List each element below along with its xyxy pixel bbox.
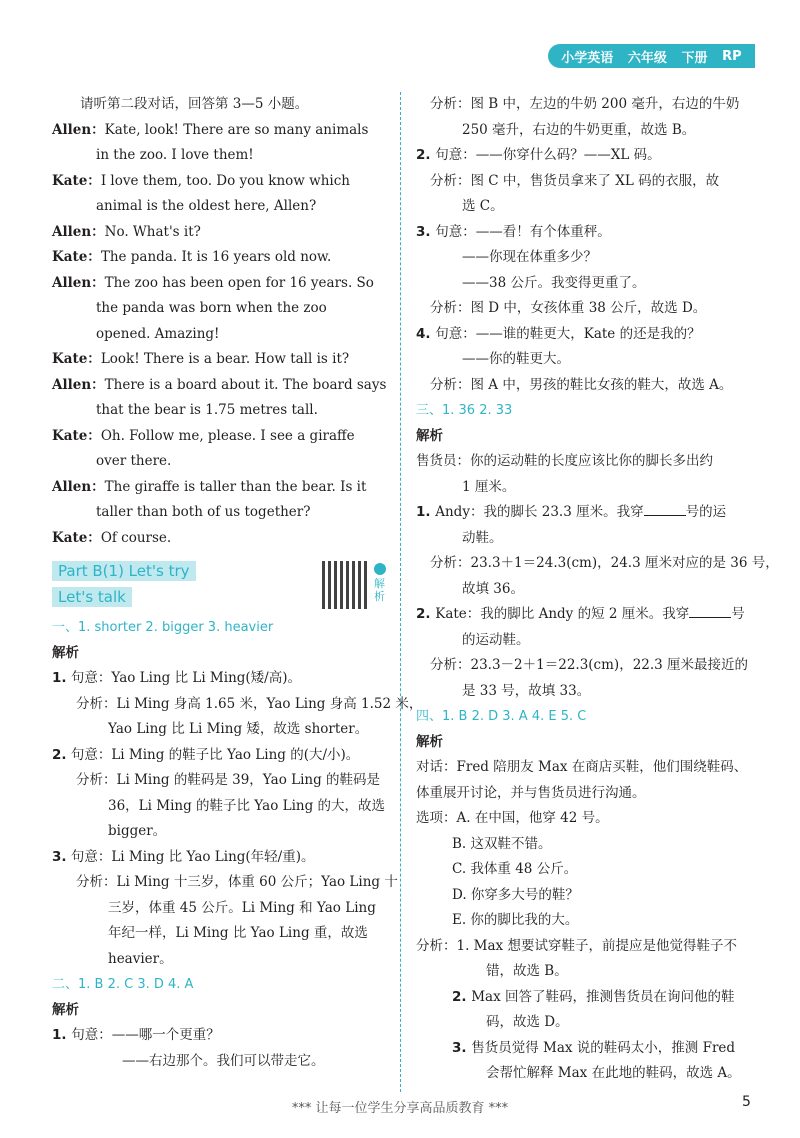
dialog-text: opened. Amazing! bbox=[96, 325, 220, 342]
speaker: Kate： bbox=[52, 172, 101, 189]
analysis-text: 分析：Li Ming 的鞋码是 39，Yao Ling 的鞋码是 bbox=[76, 772, 381, 788]
analysis-text: 分析：Li Ming 身高 1.65 米，Yao Ling 身高 1.52 米， bbox=[76, 695, 423, 712]
q3: 句意：——看！有个体重秤。 bbox=[435, 223, 611, 240]
speaker: Allen： bbox=[52, 376, 105, 393]
s3q1e: 故填 36。 bbox=[462, 580, 524, 597]
grade: 六年级 bbox=[627, 50, 667, 66]
dialog-text: in the zoo. I love them! bbox=[96, 147, 254, 163]
q3d: 分析：图 D 中，女孩体重 38 公斤，故选 D。 bbox=[430, 300, 707, 316]
r2: 250 毫升，右边的牛奶更重，故选 B。 bbox=[462, 121, 696, 138]
analysis-line bbox=[52, 794, 390, 820]
answer-blank bbox=[644, 501, 686, 516]
dialog-line bbox=[52, 475, 390, 501]
s4B: B. 这双鞋不错。 bbox=[452, 835, 552, 852]
dialog-text: The giraffe is taller than the bear. Is it bbox=[104, 478, 367, 495]
s4opt: 选项：A. 在中国，他穿 42 号。 bbox=[416, 810, 609, 826]
header-tag bbox=[548, 44, 755, 68]
qr-code[interactable] bbox=[322, 561, 370, 609]
s3q2b: 号 bbox=[731, 606, 745, 622]
column-divider bbox=[400, 92, 401, 1092]
dialog-line bbox=[52, 347, 390, 373]
dialog-text: Kate, look! There are so many animals bbox=[104, 121, 369, 138]
item-number: 2. bbox=[52, 746, 67, 763]
analysis-text: 句意：Li Ming 的鞋子比 Yao Ling 的(大/小)。 bbox=[70, 746, 360, 763]
dialog-line bbox=[52, 271, 390, 297]
s4a: 对话：Fred 陪朋友 Max 在商店买鞋，他们围绕鞋码、 bbox=[416, 759, 748, 775]
s4an1b: 错，故选 B。 bbox=[486, 963, 568, 979]
dialog-line bbox=[52, 373, 390, 399]
answer-blank-2 bbox=[689, 603, 731, 618]
s4an2a: Max 回答了鞋码，推测售货员在询问他的鞋 bbox=[471, 988, 735, 1005]
q3c: ——38 公斤。我变得更重了。 bbox=[462, 274, 646, 291]
item-number: 1. bbox=[52, 670, 67, 686]
dialog-text: I love them, too. Do you know which bbox=[100, 172, 350, 189]
dialog-text: Of course. bbox=[100, 529, 172, 546]
s3q2e: 是 33 号，故填 33。 bbox=[462, 682, 591, 699]
s3b: 1 厘米。 bbox=[462, 478, 516, 495]
s4an3b: 会帮忙解释 Max 在此地的鞋码，故选 A。 bbox=[486, 1065, 741, 1081]
section4-answer: 四、1. B 2. D 3. A 4. E 5. C bbox=[416, 709, 587, 724]
speaker: Allen： bbox=[52, 478, 105, 495]
analysis-line bbox=[52, 896, 390, 922]
dialog-text: Oh. Follow me, please. I see a giraffe bbox=[100, 427, 355, 444]
item-number: 3. bbox=[52, 848, 67, 865]
s4an1a: 分析：1. Max 想要试穿鞋子，前提应是他觉得鞋子不 bbox=[416, 937, 737, 954]
dialog-line bbox=[52, 296, 390, 322]
dialog-line bbox=[52, 449, 390, 475]
analysis-text: 句意：Li Ming 比 Yao Ling(年轻/重)。 bbox=[70, 848, 315, 865]
dialog-text: The zoo has been open for 16 years. So bbox=[104, 274, 374, 291]
edition: RP bbox=[722, 48, 742, 64]
intro: 请听第二段对话，回答第 3—5 小题。 bbox=[80, 96, 309, 112]
jiexi-label-4: 解析 bbox=[416, 733, 443, 750]
analysis-line bbox=[52, 768, 390, 794]
speaker: Allen： bbox=[52, 121, 105, 138]
dialog-text: The panda. It is 16 years old now. bbox=[100, 249, 332, 265]
dialog-line bbox=[52, 245, 390, 271]
s3q2a: Kate：我的脚比 Andy 的短 2 厘米。我穿 bbox=[435, 606, 690, 622]
dialog-text: Look! There is a bear. How tall is it? bbox=[100, 351, 350, 367]
s3a: 售货员：你的运动鞋的长度应该比你的脚长多出约 bbox=[416, 453, 713, 469]
part-title: Part B(1) Let's try bbox=[52, 561, 196, 581]
dialog-line bbox=[52, 398, 390, 424]
qr-label: 解析 bbox=[374, 577, 385, 603]
s4D: D. 你穿多大号的鞋？ bbox=[452, 886, 579, 903]
jiexi-label-2: 解析 bbox=[52, 1001, 79, 1018]
dialog-text: No. What's it? bbox=[104, 223, 201, 240]
dialog-text: animal is the oldest here, Allen? bbox=[96, 198, 317, 214]
s4an2b: 码，故选 D。 bbox=[486, 1014, 569, 1030]
analysis-line bbox=[52, 870, 398, 896]
sec2-q1: 句意：——哪一个更重？ bbox=[71, 1027, 220, 1043]
speaker: Allen： bbox=[52, 274, 105, 291]
s4E: E. 你的脚比我的大。 bbox=[452, 912, 579, 928]
dialog-text: taller than both of us together? bbox=[96, 504, 311, 520]
q2b: 选 C。 bbox=[462, 198, 504, 214]
section2-answer: 二、1. B 2. C 3. D 4. A bbox=[52, 977, 194, 992]
analysis-line bbox=[52, 692, 423, 718]
jiexi-label: 解析 bbox=[52, 644, 79, 661]
section1-answer: 一、1. shorter 2. bigger 3. heavier bbox=[52, 620, 274, 635]
analysis-text: 年纪一样，Li Ming 比 Yao Ling 重，故选 bbox=[108, 925, 368, 941]
q2a: 分析：图 C 中，售货员拿来了 XL 码的衣服，故 bbox=[430, 172, 720, 189]
dialog-line bbox=[52, 169, 390, 195]
s3q1a: Andy：我的脚长 23.3 厘米。我穿 bbox=[435, 504, 644, 520]
dialog-line bbox=[52, 194, 390, 220]
dialog-line bbox=[52, 500, 390, 526]
analysis-text: 分析：Li Ming 十三岁，体重 60 公斤；Yao Ling 十 bbox=[76, 874, 398, 890]
jiexi-label-3: 解析 bbox=[416, 427, 443, 444]
s3q2c: 的运动鞋。 bbox=[462, 631, 530, 648]
analysis-line bbox=[52, 743, 390, 769]
dialog-text: the panda was born when the zoo bbox=[96, 300, 327, 316]
speaker: Allen： bbox=[52, 223, 105, 240]
section1-analysis bbox=[52, 666, 423, 972]
analysis-text: bigger。 bbox=[108, 823, 167, 839]
dialog-line bbox=[52, 143, 390, 169]
dialog bbox=[52, 118, 390, 552]
analysis-line bbox=[52, 717, 390, 743]
q2: 句意：——你穿什么码？——XL 码。 bbox=[435, 147, 661, 163]
s4C: C. 我体重 48 公斤。 bbox=[452, 861, 578, 877]
left-column: 请听第二段对话，回答第 3—5 小题。 Allen：Kate, look! There are so many animals in the zoo. I love them! Kate：I love them, too. Do you know which animal is the oldest here, Allen? Allen：No. What's it? Kate：The panda. It is 16 years old now. Allen：The zoo has been open for 16 years. So the panda was born when the zoo opened. Amazing! Kate：Look! There is a bear. How tall is it? Allen：There is a board about it. The board says that the bear is 1.75 metres tall. Kate：Oh. Follow me, please. I see a giraffe over there. Allen：The giraffe is taller than the bear. Is it taller than both of us together? Kate：Of course. Part B(1) Let's try Let's talk 解析 一、1. shorter 2. bigger 3. heavier 解析 1. 句意：Yao Ling 比 Li Ming(矮/高)。 分析：Li Ming 身高 1.65 米，Yao Ling 身高 1.52 米， Yao Ling 比 Li Ming 矮，故选 shorter。 2. 句意：Li Ming 的鞋子比 Yao Ling 的(大/小)。 分析：Li Ming 的鞋码是 39，Yao Ling 的鞋码是 36，Li Ming 的鞋子比 Yao Ling 的大，故选 bigger。 3. 句意：Li Ming 比 Yao Ling(年轻/重)。 分析：Li Ming 十三岁，体重 60 公斤；Yao Ling 十 三岁，体重 45 公斤。Li Ming 和 Yao Ling 年纪一样，Li Ming 比 Yao Ling 重，故选 heavier。 二、1. B 2. C 3. D 4. A 解析 1. 句意：——哪一个更重？ ——右边那个。我们可以带走它。 bbox=[52, 92, 390, 1074]
q3b: ——你现在体重多少？ bbox=[462, 249, 597, 265]
q4b: ——你的鞋更大。 bbox=[462, 351, 570, 367]
analysis-line bbox=[52, 947, 390, 973]
dialog-line bbox=[52, 322, 390, 348]
section3-answer: 三、1. 36 2. 33 bbox=[416, 403, 513, 418]
dialog-line bbox=[52, 118, 390, 144]
analysis-line bbox=[52, 921, 390, 947]
s4b: 体重展开讨论，并与售货员进行沟通。 bbox=[416, 784, 646, 801]
dialog-text: that the bear is 1.75 metres tall. bbox=[96, 402, 318, 418]
q4c: 分析：图 A 中，男孩的鞋比女孩的鞋大，故选 A。 bbox=[430, 376, 733, 393]
dialog-line bbox=[52, 526, 390, 552]
analysis-text: Yao Ling 比 Li Ming 矮，故选 shorter。 bbox=[108, 721, 369, 737]
dialog-text: over there. bbox=[96, 453, 172, 469]
right-column: 分析：图 B 中，左边的牛奶 200 毫升，右边的牛奶 250 毫升，右边的牛奶更重，故选 B。 2. 句意：——你穿什么码？——XL 码。 分析：图 C 中，售货员拿来了 XL 码的衣服，故 选 C。 3. 句意：——看！有个体重秤。 ——你现在体重多少？ ——38 公斤。我变得更重了。 分析：图 D 中，女孩体重 38 公斤，故选 D。 4. 句意：——谁的鞋更大，Kate 的还是我的？ ——你的鞋更大。 分析：图 A 中，男孩的鞋比女孩的鞋大，故选 A。 三、1. 36 2. 33 解析 售货员：你的运动鞋的长度应该比你的脚长多出约 1 厘米。 1. Andy：我的脚长 23.3 厘米。我穿 号的运 动鞋。 分析：23.3＋1＝24.3(cm)，24.3 厘米对应的是 36 号， 故填 36。 2. Kate：我的脚比 Andy 的短 2 厘米。我穿 号 的运动鞋。 分析：23.3－2＋1＝22.3(cm)，22.3 厘米最接近的 是 33 号，故填 33。 四、1. B 2. D 3. A 4. E 5. C 解析 对话：Fred 陪朋友 Max 在商店买鞋，他们围绕鞋码、 体重展开讨论，并与售货员进行沟通。 选项：A. 在中国，他穿 42 号。 B. 这双鞋不错。 C. 我体重 48 公斤。 D. 你穿多大号的鞋？ E. 你的脚比我的大。 分析：1. Max 想要试穿鞋子，前提应是他觉得鞋子不 错，故选 B。 2. Max 回答了鞋码，推测售货员在询问他的鞋 码，故选 D。 3. 售货员觉得 Max 说的鞋码太小，推测 Fred 会帮忙解释 Max 在此地的鞋码，故选 A。 bbox=[416, 92, 756, 1087]
dialog-line bbox=[52, 424, 390, 450]
subject: 小学英语 bbox=[561, 50, 614, 66]
s3q1b: 号的运 bbox=[685, 504, 727, 520]
analysis-text: 句意：Yao Ling 比 Li Ming(矮/高)。 bbox=[70, 670, 301, 686]
page-number: 5 bbox=[742, 1094, 751, 1110]
play-icon bbox=[374, 563, 386, 575]
dialog-line bbox=[52, 220, 390, 246]
sec2-q1b: ——右边那个。我们可以带走它。 bbox=[122, 1052, 325, 1069]
q4: 句意：——谁的鞋更大，Kate 的还是我的？ bbox=[435, 325, 701, 342]
analysis-text: heavier。 bbox=[108, 950, 173, 967]
part-subtitle: Let's talk bbox=[52, 587, 132, 607]
dialog-text: There is a board about it. The board says bbox=[104, 376, 387, 393]
s3q1c: 动鞋。 bbox=[462, 529, 503, 546]
analysis-text: 36，Li Ming 的鞋子比 Yao Ling 的大，故选 bbox=[108, 797, 386, 814]
speaker: Kate： bbox=[52, 529, 101, 546]
speaker: Kate： bbox=[52, 249, 101, 265]
analysis-line bbox=[52, 819, 390, 845]
analysis-line bbox=[52, 845, 390, 871]
speaker: Kate： bbox=[52, 427, 101, 444]
s3q2d: 分析：23.3－2＋1＝22.3(cm)，22.3 厘米最接近的 bbox=[430, 657, 749, 673]
r1: 分析：图 B 中，左边的牛奶 200 毫升，右边的牛奶 bbox=[430, 96, 740, 112]
footer: *** 让每一位学生分享高品质教育 *** bbox=[291, 1101, 509, 1116]
analysis-line bbox=[52, 666, 390, 692]
part-title-bar bbox=[52, 561, 390, 611]
s4an3a: 售货员觉得 Max 说的鞋码太小，推测 Fred bbox=[471, 1039, 736, 1056]
speaker: Kate： bbox=[52, 351, 101, 367]
s3q1d: 分析：23.3＋1＝24.3(cm)，24.3 厘米对应的是 36 号， bbox=[430, 555, 779, 571]
volume: 下册 bbox=[681, 50, 708, 66]
analysis-text: 三岁，体重 45 公斤。Li Ming 和 Yao Ling bbox=[108, 899, 376, 916]
